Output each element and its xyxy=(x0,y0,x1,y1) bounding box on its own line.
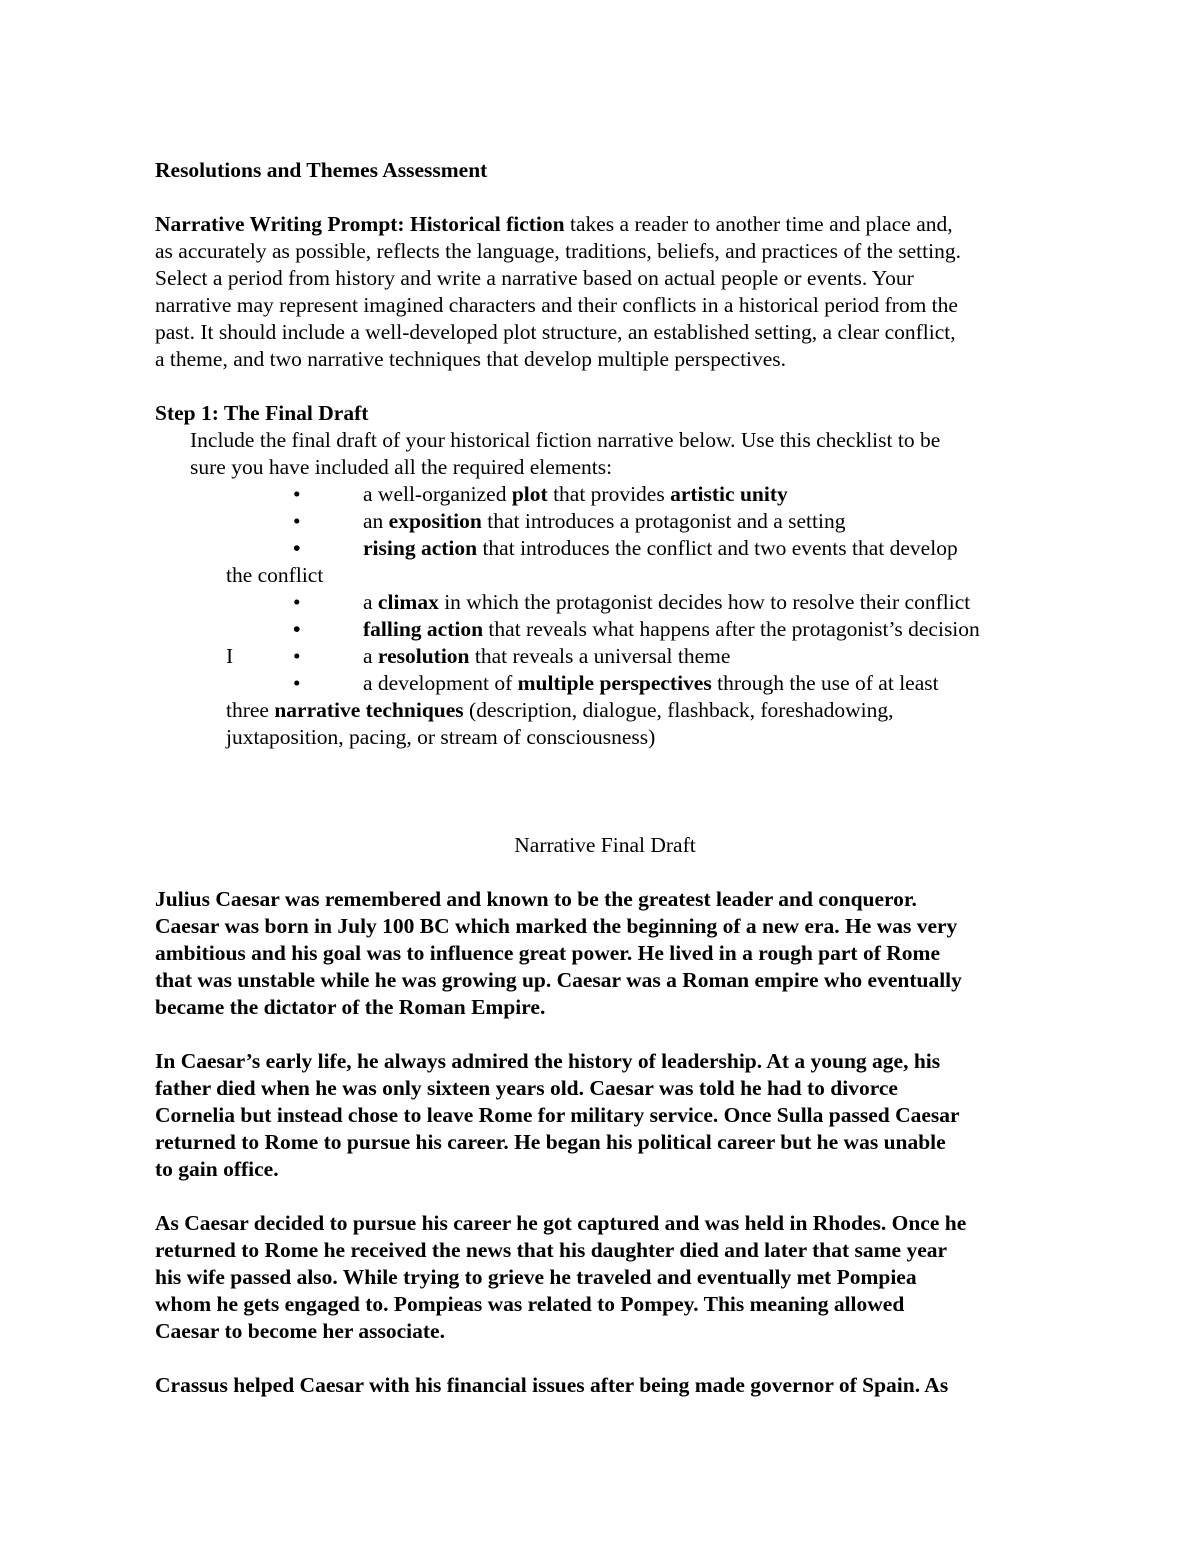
spacer xyxy=(155,1021,1055,1048)
checklist-item-continuation: the conflict xyxy=(226,563,324,587)
draft-paragraph-3: As Caesar decided to pursue his career he got captured and was held in Rhodes. Once he returned to Rome he received the news that his daughter died and later that same year his wife passed also. While trying to grieve he traveled and eventually met Pompiea whom he gets engaged to. Pompieas was related to Pompey. This meaning allowed Caesar to become her associate. xyxy=(155,1211,967,1343)
document-title: Resolutions and Themes Assessment xyxy=(155,158,488,182)
spacer xyxy=(155,805,1055,832)
step1-intro: sure you have included all the required elements: xyxy=(190,455,613,479)
checklist-item: • an exposition that introduces a protagonist and a setting xyxy=(293,509,846,533)
spacer xyxy=(155,373,1055,400)
bullet-icon: • xyxy=(293,509,301,533)
spacer xyxy=(155,859,1055,886)
spacer xyxy=(155,778,1055,805)
spacer xyxy=(155,751,1055,778)
draft-paragraph-2: In Caesar’s early life, he always admired the history of leadership. At a young age, his father died when he was only sixteen years old. Caesar was told he had to divorce Cornelia but instead chose to leave Rome for military service. Once Sulla passed Caesar returned to Rome to pursue his career. He began his political career but he was unable to gain office. xyxy=(155,1049,960,1181)
prompt-line: narrative may represent imagined characters and their conflicts in a historical period from the xyxy=(155,293,958,317)
checklist xyxy=(155,481,1055,751)
document-page xyxy=(155,157,1055,1399)
prompt-line: a theme, and two narrative techniques that develop multiple perspectives. xyxy=(155,347,787,371)
step1-heading: Step 1: The Final Draft xyxy=(155,401,369,425)
draft-heading: Narrative Final Draft xyxy=(514,833,696,857)
checklist-item: • rising action that introduces the conflict and two events that develop xyxy=(293,536,958,560)
prompt-term: Historical fiction xyxy=(409,212,565,236)
prompt-line: past. It should include a well-developed plot structure, an established setting, a clear conflict, xyxy=(155,320,956,344)
prompt-line: as accurately as possible, reflects the language, traditions, beliefs, and practices of the setting. xyxy=(155,239,961,263)
checklist-item-continuation: three narrative techniques (description, dialogue, flashback, foreshadowing, xyxy=(226,698,894,722)
spacer xyxy=(155,184,1055,211)
stray-mark: I xyxy=(226,644,234,668)
checklist-item-continuation: juxtaposition, pacing, or stream of consciousness) xyxy=(226,725,656,749)
checklist-item: • a well-organized plot that provides artistic unity xyxy=(293,482,788,506)
bullet-icon: • xyxy=(293,644,301,668)
step1-intro: Include the final draft of your historical fiction narrative below. Use this checklist to be xyxy=(190,428,941,452)
spacer xyxy=(155,1183,1055,1210)
prompt-line: Select a period from history and write a narrative based on actual people or events. Your xyxy=(155,266,914,290)
checklist-item: • a development of multiple perspectives through the use of at least xyxy=(293,671,939,695)
bullet-icon: • xyxy=(293,536,301,560)
bullet-icon: • xyxy=(293,617,301,641)
bullet-icon: • xyxy=(293,482,301,506)
draft-paragraph-1: Julius Caesar was remembered and known to be the greatest leader and conqueror. Caesar was born in July 100 BC which marked the beginning of a new era. He was very ambitious and his goal was to influence great power. He lived in a rough part of Rome that was unstable while he was growing up. Caesar was a Roman empire who eventually became the dictator of the Roman Empire. xyxy=(155,887,962,1019)
prompt-label: Narrative Writing Prompt: xyxy=(155,212,405,236)
spacer xyxy=(155,1345,1055,1372)
checklist-item: • falling action that reveals what happens after the protagonist’s decision xyxy=(293,617,980,641)
checklist-item: • a climax in which the protagonist decides how to resolve their conflict xyxy=(293,590,971,614)
bullet-icon: • xyxy=(293,671,301,695)
prompt-text: takes a reader to another time and place and, xyxy=(564,212,953,236)
draft-paragraph-4: Crassus helped Caesar with his financial issues after being made governor of Spain. As xyxy=(155,1373,949,1397)
checklist-item: I • a resolution that reveals a universal theme xyxy=(226,644,731,668)
bullet-icon: • xyxy=(293,590,301,614)
prompt-paragraph xyxy=(155,211,1055,373)
